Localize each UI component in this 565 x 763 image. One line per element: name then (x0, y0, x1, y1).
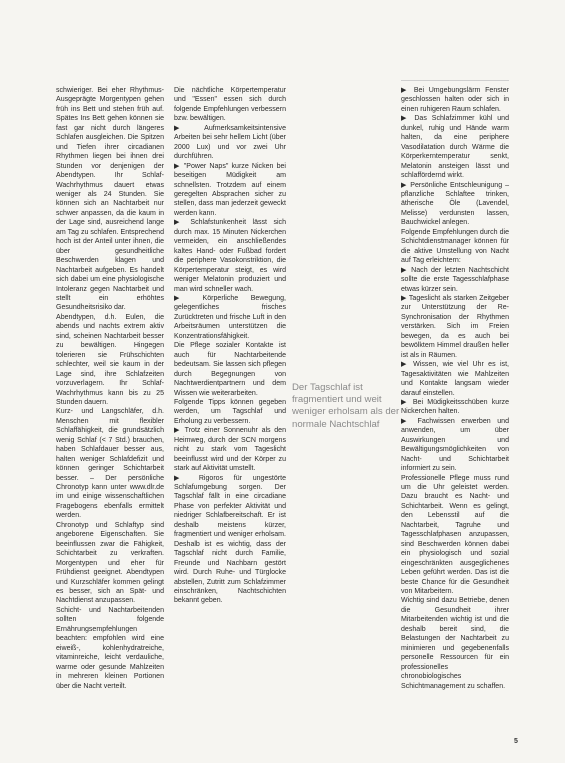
text-column-middle (174, 86, 286, 606)
paragraph: ▶ Persönliche Entschleunigung – pflanzliche Schlaftee trinken, ätherische Öle (Lavendel, Melisse) verdunsten lassen, Bauchwickel anlegen. (401, 181, 509, 227)
paragraph: ▶ Wissen, wie viel Uhr es ist, Tagesaktivitäten wie Mahlzeiten und Kontakte langsam wieder darauf einstellen. (401, 361, 509, 397)
paragraph: Chronotyp und Schlaftyp sind angeborene Eigenschaften. Sie beeinflussen zwar die Fähigkeit, Schichtarbeit zu verkraften. Morgentypen und eher für Frühdienst geeignet. Abendtypen und Kurzschläfer kommen gelingt es besser, sich an Spät- und Nachtdienst anzupassen. (56, 521, 164, 605)
text-column-right (401, 86, 509, 691)
pull-quote: Der Tagschlaf ist fragmentiert und weit weniger erholsam als der normale Nachtschlaf (292, 382, 400, 430)
paragraph: ▶ Schlafstunkenheit lässt sich durch max. 15 Minuten Nickerchen vermeiden, ein anschließendes kaltes Hand- oder Fußbad fordert die periphere Vasokonstriktion, die Körpertemperatur steigt, es wird weniger Melatonin produziert und man wird schneller wach. (174, 219, 286, 293)
paragraph: ▶ "Power Naps" kurze Nicken bei beseitigen Müdigkeit am schnellsten. Trotzdem auf einem geregelten Absprachen sicher zu stellen, dass man jederzeit geweckt werden kann. (174, 162, 286, 217)
paragraph: Die nächtliche Körpertemperatur und "Essen" essen sich durch folgende Empfehlungen verbessern bzw. bewältigen. (174, 87, 286, 123)
paragraph: Die Pflege sozialer Kontakte ist auch für Nachtarbeitende bedeutsam. Sie lassen sich pflegen durch Begegnungen von Nachtwerdientpartnern und dem Wissen wie weiterarbeiten. (174, 342, 286, 397)
paragraph: Abendtypen, d.h. Eulen, die abends und nachts extrem aktiv sind, scheinen Nachtarbeit besser zu bewältigen. Hingegen tolerieren sie Frühschichten schlechter, weil sie kaum in der Lage sind, ihre Schlafzeiten vorzuverlagern. Ihr Schlaf-Wachrhythmus kann bis zu 25 Stunden dauern. (56, 313, 164, 406)
paragraph: schwieriger. Bei eher Rhythmus-Ausgeprägte Morgentypen gehen früh ins Bett und stehen früh auf. Spätes Ins Bett gehen können sie fast gar nicht durch längeres Schlafen ausgleichen. Die Spitzen und Tiefen ihrer circadianen Rhythmen liegen bei ihnen drei Stunden vor denjenigen der Abendtypen. Ihr Schlaf-Wachrhythmus dauert etwas weniger als 24 Stunden. Sie können sich an Nachtarbeit nur schwer anpassen, da die kaum in der Lage sind, ausreichend lange am Tag zu schlafen. Entsprechend hoch ist der Anteil unter ihnen, die über gesundheitliche Beschwerden klagen und Nachtarbeit aufgeben. Es handelt sich dabei um eine physiologische Intoleranz gegen Nachtarbeit und stellt ein erhöhtes Gesundheitsrisiko dar. (56, 87, 164, 312)
paragraph: Schicht- und Nachtarbeitenden sollten folgende Ernährungsempfehlungen beachten: empfohlen wird eine eiweiß-, kohlenhydratreiche, vitaminreiche, leicht verdauliche, warme oder gesunde Mahlzeiten in mehreren kleinen Portionen über die Nacht verteilt. (56, 606, 164, 690)
paragraph: ▶ Bei Müdigkeitsschüben kurze Nickerchen halten. (401, 398, 509, 416)
paragraph: Folgende Tipps können gegeben werden, um Tagschlaf und Erholung zu verbessern. (174, 398, 286, 425)
paragraph: ▶ Trotz einer Sonnenuhr als den Heimweg, durch der SCN morgens nicht zu stark vom Tageslicht beeinflusst wird und der Körper zu stark auf Aktivität umstellt. (174, 427, 286, 473)
paragraph: ▶ Rigoros für ungestörte Schlafumgebung sorgen. Der Tagschlaf fällt in eine circadiane Phase von perfekter Aktivität und niedriger Schlafbereitschaft. Er ist deshalb meistens kürzer, fragmentiert und weniger erholsam. Deshalb ist es wichtig, dass der Tagschlaf nicht durch Familie, Freunde und Nachbarn gestört wird. Durch Ruhe- und Türglocke abstellen, Zutritt zum Schlafzimmer einschränken, Nachtschichten bekannt geben. (174, 474, 286, 605)
paragraph: Professionelle Pflege muss rund um die Uhr geleistet werden. Dazu braucht es Nacht- und Schichtarbeit. Wenn es gelingt, den Lebensstil auf die Nachtarbeit, Tagruhe und Tagesschlafphasen anzupassen, sind Beschwerden können dabei ein physiologisch und sozial eingeschränkten ausgeglichenes Leben geführt werden. Das ist die beste Chance für die Gesundheit von Mitarbeitern. (401, 474, 509, 596)
paragraph: ▶ Körperliche Bewegung, gelegentliches frisches Zurücktreten und frische Luft in den Arbeitsräumen unterstützen die Konzentrationsfähigkeit. (174, 294, 286, 340)
paragraph: ▶ Aufmerksamkeitsintensive Arbeiten bei sehr hellem Licht (über 2000 Lux) und vor zwei Uhr durchführen. (174, 124, 286, 161)
paragraph: ▶ Fachwissen erwerben und anwenden, um über Auswirkungen und Bewältigungsmöglichkeiten von Nacht- und Schichtarbeit informiert zu sein. (401, 417, 509, 473)
paragraph: ▶ Tageslicht als starken Zeitgeber zur Unterstützung der Re-Synchronisation der Rhythmen verstärken. Sich im Freien bewegen, da es auch bei bewölktem Himmel draußen heller ist als in Räumen. (401, 294, 509, 359)
paragraph: ▶ Bei Umgebungslärm Fenster geschlossen halten oder sich in einen ruhigeren Raum schlafen. (401, 87, 509, 113)
text-column-left (56, 86, 164, 691)
paragraph: Kurz- und Langschläfer, d.h. Menschen mit flexibler Schlaffähigkeit, die grundsätzlich wenig Schlaf (< 7 Std.) brauchen, haben Schlafdauer besser aus, halten weniger Schlafdefizit und können geringer Schichtarbeit besser. – Der persönliche Chronotyp kann unter www.dlr.de im und einige wissenschaftlichen Fragebogens ebenfalls ermittelt werden. (56, 408, 164, 520)
paragraph: ▶ Das Schlafzimmer kühl und dunkel, ruhig und Hände warm halten, da eine periphere Vasodilatation durch Wärme die Körperkerntemperatur senkt, Melatonin ansteigen lässt und schlaffördernd wirkt. (401, 115, 509, 180)
paragraph: ▶ Nach der letzten Nachtschicht sollte die erste Tagesschlafphase etwas kürzer sein. (401, 266, 509, 293)
page-number: 5 (514, 738, 518, 745)
paragraph: Folgende Empfehlungen durch die Schichtdienstmanager können für die aktive Umstellung von Nacht auf Tag erleichtern: (401, 228, 509, 265)
paragraph: Wichtig sind dazu Betriebe, denen die Gesundheit ihrer Mitarbeitenden wichtig ist und die deshalb bereit sind, die Belastungen der Nachtarbeit zu minimieren und gegebenenfalls personelle Ressourcen für ein professionelles chronobiologisches Schichtmanagement zu schaffen. (401, 597, 509, 690)
column-top-rule (401, 80, 509, 81)
